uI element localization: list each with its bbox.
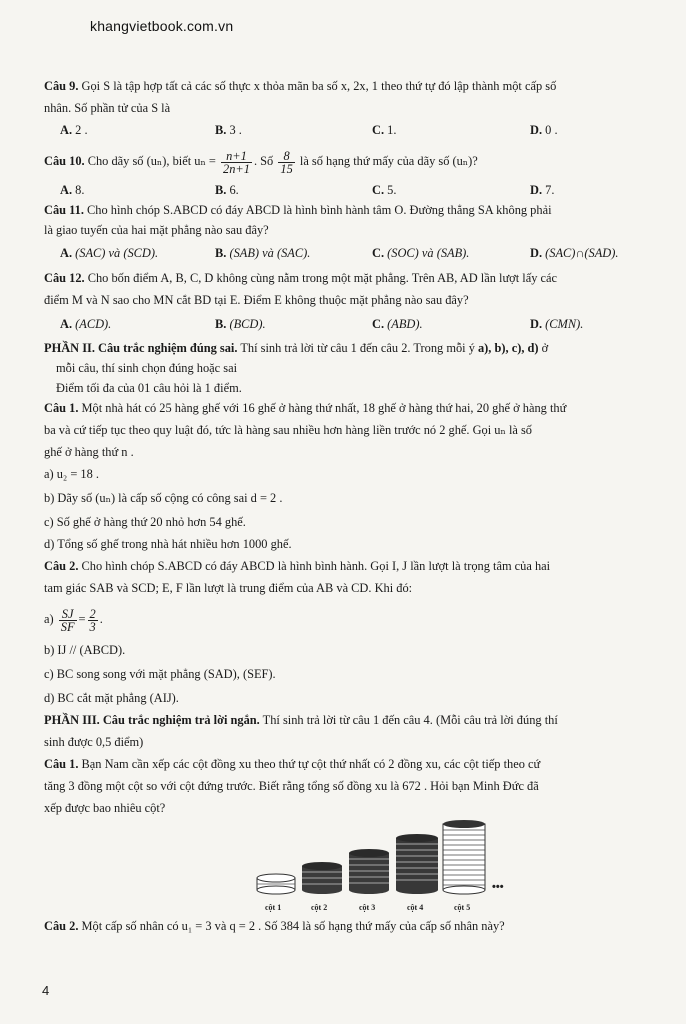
q9-option-a: A. 2 . bbox=[60, 123, 88, 137]
q11-line1: Câu 11. Cho hình chóp S.ABCD có đáy ABCD là hình bình hành tâm O. Đường thẳng SA không phải bbox=[44, 203, 552, 217]
q12-option-b: B. (BCD). bbox=[215, 317, 266, 331]
coin-column-3 bbox=[349, 849, 389, 894]
part2-heading: PHẦN II. Câu trắc nghiệm đúng sai. Thí sinh trả lời từ câu 1 đến câu 2. Trong mỗi ý a), b), c), d) ở bbox=[44, 341, 549, 355]
q9-line2: nhân. Số phần tử của S là bbox=[44, 101, 171, 115]
part2-q1-line2: ba và cứ tiếp tục theo quy luật đó, tức là hàng sau nhiều hơn hàng liền trước nó 2 ghế. Gọi uₙ là số bbox=[44, 423, 533, 437]
part3-q1-line3: xếp được bao nhiêu cột? bbox=[44, 801, 166, 815]
coin-column-2 bbox=[302, 862, 342, 894]
part3-heading: PHẦN III. Câu trắc nghiệm trả lời ngắn. Thí sinh trả lời từ câu 1 đến câu 4. (Mỗi câu trả lời đúng thí bbox=[44, 713, 558, 727]
q11-option-c: C. (SOC) và (SAB). bbox=[372, 246, 470, 260]
column-label-3: cột 3 bbox=[359, 903, 376, 912]
q10-fraction-2: $\frac{8}{15}$ bbox=[280, 148, 293, 176]
site-header: khangvietbook.com.vn bbox=[90, 18, 234, 34]
part3-q1-line2: tăng 3 đồng một cột so với cột đứng trước. Biết rằng tổng số đồng xu là 672 . Hỏi bạn Minh Đức đã bbox=[44, 779, 539, 793]
part2-q2-item-b: b) IJ // (ABCD). bbox=[44, 643, 126, 657]
q12-line2: điểm M và N sao cho MN cắt BD tại E. Điểm E không thuộc mặt phẳng nào sau đây? bbox=[44, 293, 469, 307]
part2-q2-item-d: d) BC cắt mặt phẳng (AIJ). bbox=[44, 691, 179, 705]
q9-line1: Câu 9. Gọi S là tập hợp tất cả các số thực x thỏa mãn ba số x, 2x, 1 theo thứ tự đó lập thành một cấp số bbox=[44, 79, 557, 93]
part2-q2-item-a: a) $\frac{SJ}{SF}$ = $\frac{2}{3}$ . bbox=[44, 606, 103, 634]
part2-q1-line3: ghế ở hàng thứ n . bbox=[44, 445, 134, 459]
q9-option-d: D. 0 . bbox=[530, 123, 558, 137]
page-number: 4 bbox=[42, 983, 50, 998]
q10-option-b: B. 6. bbox=[215, 183, 239, 197]
part2-line2: mỗi câu, thí sinh chọn đúng hoặc sai bbox=[56, 361, 238, 375]
q9-option-b: B. 3 . bbox=[215, 123, 242, 137]
q11-option-d: D. (SAC)∩(SAD). bbox=[530, 246, 619, 260]
coin-stacks-figure bbox=[255, 818, 515, 913]
part2-q1-item-b: b) Dãy số (uₙ) là cấp số cộng có công sai d = 2 . bbox=[44, 491, 283, 505]
column-label-1: cột 1 bbox=[265, 903, 282, 912]
q9-option-c: C. 1. bbox=[372, 123, 397, 137]
q12-option-a: A. (ACD). bbox=[60, 317, 112, 331]
q12-option-c: C. (ABD). bbox=[372, 317, 423, 331]
column-label-5: cột 5 bbox=[454, 903, 471, 912]
q11-option-a: A. (SAC) và (SCD). bbox=[60, 246, 159, 260]
part2-q1-item-a: a) u₂ = 18 . bbox=[44, 467, 100, 481]
part2-q2-line2: tam giác SAB và SCD; E, F lần lượt là trung điểm của AB và CD. Khi đó: bbox=[44, 581, 413, 595]
q11-option-b: B. (SAB) và (SAC). bbox=[215, 246, 311, 260]
part2-q2-line1: Câu 2. Cho hình chóp S.ABCD có đáy ABCD là hình bình hành. Gọi I, J lần lượt là trọng tâm của hai bbox=[44, 559, 551, 573]
coin-column-4 bbox=[396, 834, 438, 894]
part3-q1-line1: Câu 1. Bạn Nam cần xếp các cột đồng xu theo thứ tự cột thứ nhất có 2 đồng xu, các cột tiếp theo cứ bbox=[44, 757, 541, 771]
column-label-4: cột 4 bbox=[407, 903, 424, 912]
ellipsis-dots: ••• bbox=[492, 881, 504, 893]
q10-option-a: A. 8. bbox=[60, 183, 85, 197]
part2-q1-item-c: c) Số ghế ở hàng thứ 20 nhỏ hơn 54 ghế. bbox=[44, 515, 246, 529]
q11-line2: là giao tuyến của hai mặt phẳng nào sau đây? bbox=[44, 223, 269, 237]
part2-q2-item-c: c) BC song song với mặt phẳng (SAD), (SEF). bbox=[44, 667, 276, 681]
q12-option-d: D. (CMN). bbox=[530, 317, 584, 331]
coin-column-1 bbox=[257, 874, 295, 894]
column-label-2: cột 2 bbox=[311, 903, 328, 912]
part3-q2: Câu 2. Một cấp số nhân có u₁ = 3 và q = 2 . Số 384 là số hạng thứ mấy của cấp số nhân này? bbox=[44, 919, 505, 933]
part2-q1-line1: Câu 1. Một nhà hát có 25 hàng ghế với 16 ghế ở hàng thứ nhất, 18 ghế ở hàng thứ hai, 20 ghế ở hàng thứ bbox=[44, 401, 567, 415]
q12-line1: Câu 12. Cho bốn điểm A, B, C, D không cùng nằm trong một mặt phẳng. Trên AB, AD lần lượt lấy các bbox=[44, 271, 558, 285]
part2-q1-item-d: d) Tổng số ghế trong nhà hát nhiều hơn 1000 ghế. bbox=[44, 537, 292, 551]
q10-option-d: D. 7. bbox=[530, 183, 555, 197]
coin-column-5 bbox=[443, 820, 485, 894]
part3-line2: sinh được 0,5 điểm) bbox=[44, 735, 144, 749]
q10-option-c: C. 5. bbox=[372, 183, 397, 197]
q10-line1: Câu 10. Cho dãy số (uₙ), biết uₙ = $\frac{n+1}{2n+1}$ . Số $\frac{8}{15}$ là số hạng thứ mấy của dãy số (uₙ)? bbox=[44, 148, 478, 176]
part2-line3: Điểm tối đa của 01 câu hỏi là 1 điểm. bbox=[56, 381, 242, 395]
q10-fraction: $\frac{n+1}{2n+1}$ bbox=[223, 148, 250, 176]
